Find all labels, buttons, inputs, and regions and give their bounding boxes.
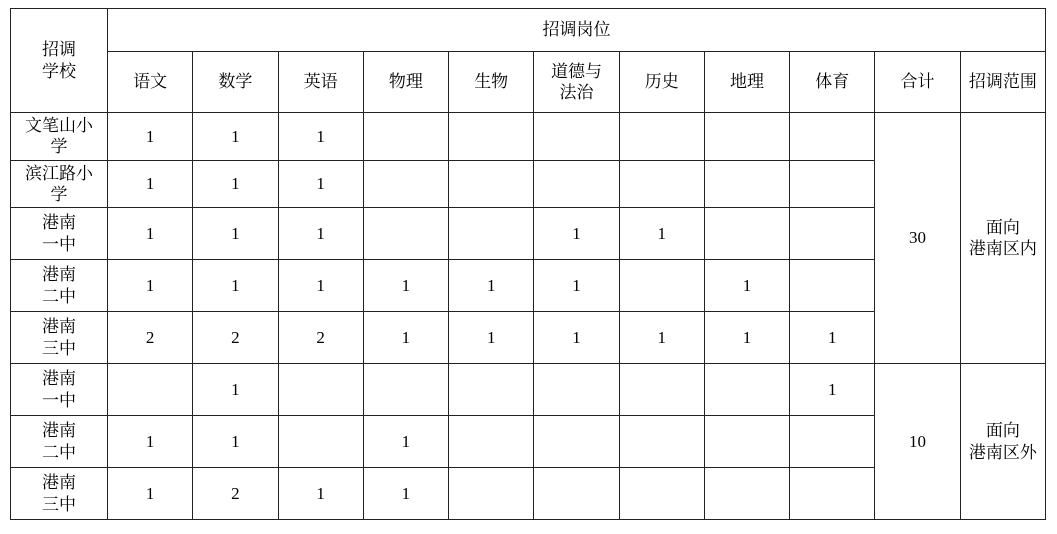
cell-value: 1 [108, 416, 193, 468]
cell-value [363, 208, 448, 260]
header-subject-morality-law: 道德与 法治 [534, 52, 619, 113]
cell-value: 1 [108, 468, 193, 520]
cell-value [449, 468, 534, 520]
school-name: 港南 二中 [11, 416, 108, 468]
table-body [11, 9, 1046, 520]
cell-value: 1 [704, 312, 789, 364]
school-name: 港南 一中 [11, 364, 108, 416]
cell-value [363, 364, 448, 416]
cell-value [534, 364, 619, 416]
header-subject-biology: 生物 [449, 52, 534, 113]
school-name: 滨江路小 学 [11, 160, 108, 208]
cell-value [704, 113, 789, 161]
cell-value [534, 468, 619, 520]
cell-value [704, 364, 789, 416]
header-subject-physics: 物理 [363, 52, 448, 113]
cell-value: 1 [363, 312, 448, 364]
group-scope: 面向 港南区外 [960, 364, 1045, 520]
cell-value [704, 160, 789, 208]
header-subject-pe: 体育 [790, 52, 875, 113]
cell-value [619, 113, 704, 161]
cell-value: 1 [790, 312, 875, 364]
cell-value [619, 364, 704, 416]
cell-value [790, 208, 875, 260]
cell-value: 1 [108, 260, 193, 312]
cell-value [790, 160, 875, 208]
cell-value [449, 416, 534, 468]
header-subject-history: 历史 [619, 52, 704, 113]
header-subject-geography: 地理 [704, 52, 789, 113]
cell-value [278, 416, 363, 468]
cell-value: 1 [278, 260, 363, 312]
cell-value: 1 [108, 208, 193, 260]
header-subject-chinese: 语文 [108, 52, 193, 113]
header-total-column: 合计 [875, 52, 960, 113]
cell-value: 1 [363, 468, 448, 520]
cell-value: 1 [278, 113, 363, 161]
cell-value: 1 [108, 113, 193, 161]
school-name: 文笔山小 学 [11, 113, 108, 161]
cell-value [278, 364, 363, 416]
cell-value [534, 113, 619, 161]
cell-value: 1 [278, 160, 363, 208]
cell-value [449, 208, 534, 260]
cell-value: 2 [108, 312, 193, 364]
cell-value: 2 [193, 312, 278, 364]
school-name: 港南 三中 [11, 468, 108, 520]
header-row-group [11, 9, 1046, 52]
cell-value: 1 [278, 208, 363, 260]
cell-value: 1 [790, 364, 875, 416]
recruitment-table [10, 8, 1046, 520]
cell-value: 1 [193, 260, 278, 312]
cell-value [790, 260, 875, 312]
cell-value: 1 [108, 160, 193, 208]
cell-value: 1 [193, 113, 278, 161]
cell-value [704, 416, 789, 468]
cell-value: 1 [193, 208, 278, 260]
cell-value [790, 468, 875, 520]
cell-value [534, 416, 619, 468]
cell-value: 2 [278, 312, 363, 364]
cell-value: 1 [619, 312, 704, 364]
cell-value [449, 364, 534, 416]
cell-value: 1 [619, 208, 704, 260]
cell-value [704, 468, 789, 520]
cell-value [108, 364, 193, 416]
cell-value: 1 [534, 208, 619, 260]
cell-value [534, 160, 619, 208]
header-row-subjects [11, 52, 1046, 113]
group-total: 30 [875, 113, 960, 364]
cell-value: 1 [363, 260, 448, 312]
cell-value [619, 260, 704, 312]
cell-value: 1 [193, 160, 278, 208]
group-total: 10 [875, 364, 960, 520]
cell-value [790, 113, 875, 161]
cell-value [449, 160, 534, 208]
cell-value: 1 [534, 312, 619, 364]
group-scope: 面向 港南区内 [960, 113, 1045, 364]
header-scope-column: 招调范围 [960, 52, 1045, 113]
school-name: 港南 二中 [11, 260, 108, 312]
cell-value [704, 208, 789, 260]
cell-value [619, 468, 704, 520]
header-subject-math: 数学 [193, 52, 278, 113]
cell-value: 1 [704, 260, 789, 312]
cell-value: 1 [449, 260, 534, 312]
table-row [11, 364, 1046, 416]
cell-value: 1 [534, 260, 619, 312]
cell-value: 1 [278, 468, 363, 520]
cell-value: 2 [193, 468, 278, 520]
cell-value [363, 160, 448, 208]
cell-value: 1 [449, 312, 534, 364]
cell-value [619, 160, 704, 208]
cell-value: 1 [193, 364, 278, 416]
school-name: 港南 三中 [11, 312, 108, 364]
cell-value [363, 113, 448, 161]
header-positions-group: 招调岗位 [108, 9, 1046, 52]
cell-value: 1 [193, 416, 278, 468]
table-row [11, 113, 1046, 161]
cell-value [790, 416, 875, 468]
cell-value [619, 416, 704, 468]
header-school-column: 招调 学校 [11, 9, 108, 113]
school-name: 港南 一中 [11, 208, 108, 260]
header-subject-english: 英语 [278, 52, 363, 113]
cell-value: 1 [363, 416, 448, 468]
cell-value [449, 113, 534, 161]
